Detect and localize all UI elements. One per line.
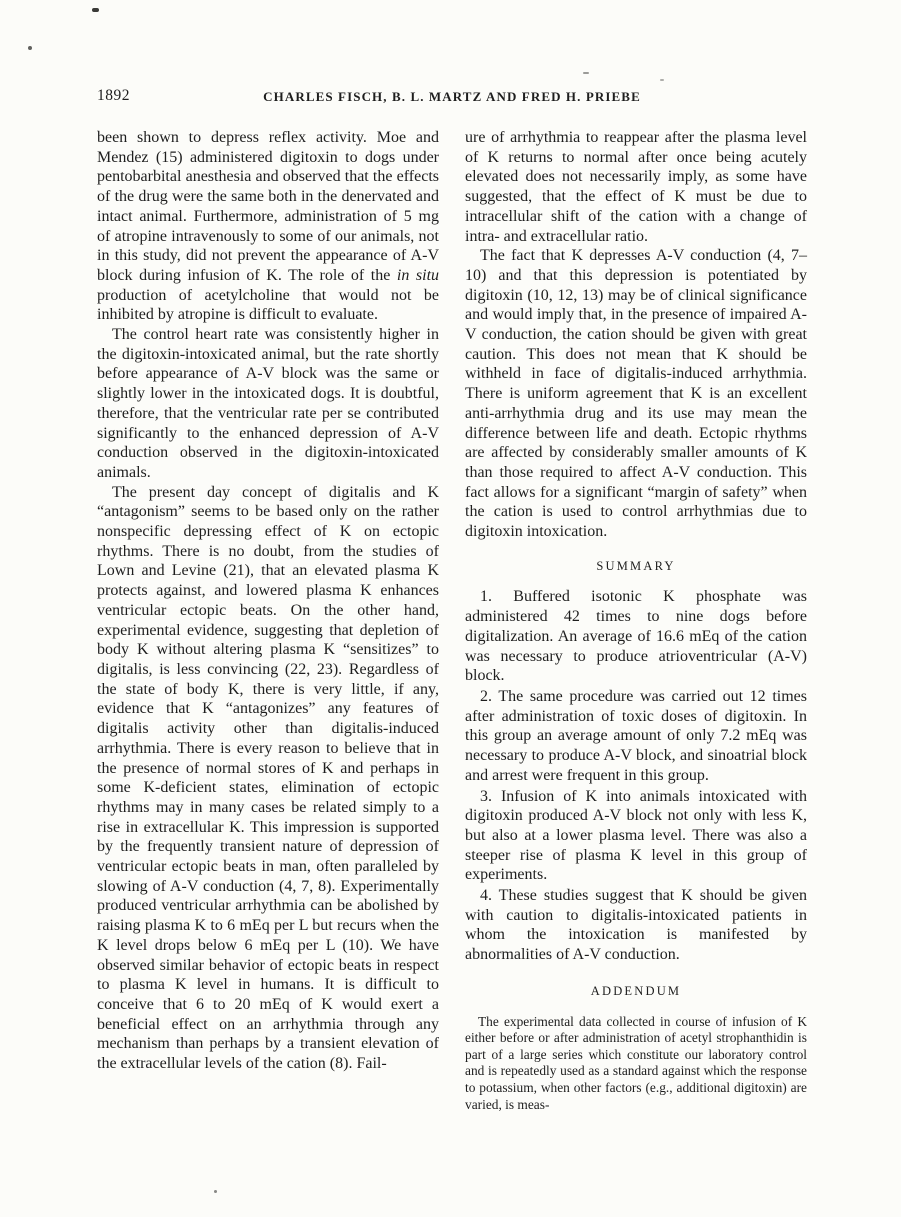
left-column [97,128,439,1113]
summary-heading: SUMMARY [596,558,676,573]
summary-item-2: 2. The same procedure was carried out 12 times after administration of toxic doses of digitoxin. In this group an average amount of only 7.2 mEq was necessary to produce A-V block, and sinoatrial block and arrest were frequent in this group. [465,687,807,784]
paragraph [97,128,439,325]
scan-artifact [28,46,32,50]
addendum-paragraph: The experimental data collected in course of infusion of K either before or after administration of acetyl strophanthidin is part of a large series which constitute our laboratory control and is repeatedly used as a standard against which the response to potassium, when other factors (e.g., additional digitoxin) are varied, is meas- [465,1013,807,1112]
scan-artifact [214,1190,217,1193]
paragraph: The control heart rate was consistently higher in the digitoxin-intoxicated animal, but the rate shortly before appearance of A-V block was the same or slightly lower in the intoxicated dogs. It is doubtful, therefore, that the ventricular rate per se contributed significantly to the enhanced depression of A-V conduction observed in the digitoxin-intoxicated animals. [97,326,439,481]
addendum-heading: ADDENDUM [590,983,682,998]
summary-item-1: 1. Buffered isotonic K phosphate was administered 42 times to nine dogs before digitalization. An average of 16.6 mEq of the cation was necessary to produce atrioventricular (A-V) block. [465,588,807,685]
right-column [465,128,807,1113]
italic-phrase: in situ [396,266,440,284]
scan-artifact [583,72,589,74]
paragraph-text: been shown to depress reflex activity. Moe and Mendez (15) administered digitoxin to dogs under pentobarbital anesthesia and observed that the effects of the drug were the same both in the denervated and intact animal. Furthermore, administration of 5 mg of atropine intravenously to some of our animals, not in this study, did not prevent the appearance of A-V block during infusion of K. The role of the [97,129,439,284]
running-header [97,86,807,108]
summary-item-4: 4. These studies suggest that K should be given with caution to digitalis-intoxicated patients in whom the intoxication is manifested by abnormalities of A-V conduction. [465,887,807,964]
paragraph: ure of arrhythmia to reappear after the plasma level of K returns to normal after once being acutely elevated does not necessarily imply, as some have suggested, that the effect of K must be due to intracellular shift of the cation with a change of intra- and extracellular ratio. [465,129,807,245]
running-title: CHARLES FISCH, B. L. MARTZ AND FRED H. PRIEBE [263,89,641,104]
summary-item-3: 3. Infusion of K into animals intoxicated with digitoxin produced A-V block not only with less K, but also at a lower plasma level. There was also a steeper rise of plasma K level in this group of experiments. [465,787,807,884]
scan-artifact [92,8,99,12]
paragraph: The fact that K depresses A-V conduction (4, 7–10) and that this depression is potentiated by digitoxin (10, 12, 13) may be of clinical significance and would imply that, in the presence of impaired A-V conduction, the cation should be given with great caution. This does not mean that K should be withheld in face of digitalis-induced arrhythmia. There is uniform agreement that K is an excellent anti-arrhythmia drug and its use may mean the difference between life and death. Ectopic rhythms are affected by considerably smaller amounts of K than those required to affect A-V conduction. This fact allows for a significant “margin of safety” when the cation is used to control arrhythmias due to digitoxin intoxication. [465,247,807,541]
scan-artifact [660,79,664,81]
paragraph: The present day concept of digitalis and K “antagonism” seems to be based only on the rather nonspecific depressing effect of K on ectopic rhythms. There is no doubt, from the studies of Lown and Levine (21), that an elevated plasma K protects against, and lowered plasma K enhances ventricular ectopic beats. On the other hand, experimental evidence, suggesting that depletion of body K without altering plasma K “sensitizes” to digitalis, is less convincing (22, 23). Regardless of the state of body K, there is very little, if any, evidence that K “antagonizes” any features of digitalis activity other than digitalis-induced arrhythmia. There is every reason to believe that in the presence of normal stores of K and perhaps in some K-deficient states, elimination of ectopic rhythms may in many cases be related simply to a rise in extracellular K. This impression is supported by the frequently transient nature of depression of ventricular ectopic beats in man, often paralleled by slowing of A-V conduction (4, 7, 8). Experimentally produced ventricular arrhythmia can be abolished by raising plasma K to 6 mEq per L but recurs when the K level drops below 6 mEq per L (10). We have observed similar behavior of ectopic beats in respect to plasma K level in humans. It is difficult to conceive that 6 to 20 mEq of K would exert a beneficial effect on an arrhythmia through any mechanism than perhaps by a transient elevation of the extracellular levels of the cation (8). Fail- [97,483,439,1073]
page-content [97,86,807,1113]
paragraph-text: production of acetylcholine that would not be inhibited by atropine is difficult to evaluate. [97,286,439,324]
two-column-body [97,128,807,1113]
page-number: 1892 [97,87,130,104]
